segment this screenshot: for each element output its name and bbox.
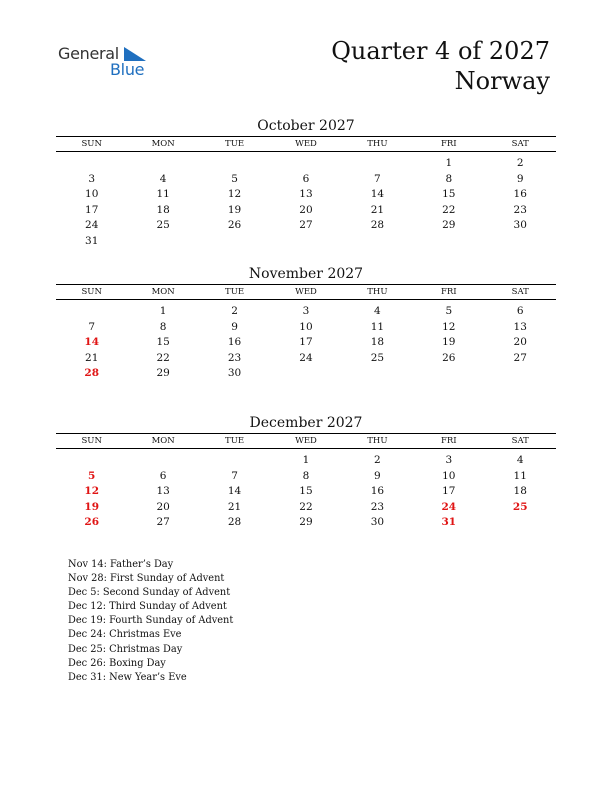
day-cell: 17 [299, 336, 313, 349]
week-row [56, 484, 556, 500]
week-row [56, 172, 556, 188]
holiday-list [68, 558, 233, 685]
month-october [56, 116, 556, 250]
day-cell: 21 [370, 203, 385, 216]
week-row [56, 203, 556, 219]
day-cell: 31 [441, 516, 457, 529]
weekday-sun: SUN [81, 287, 102, 297]
day-cell: 28 [227, 516, 242, 529]
day-cell: 20 [513, 336, 527, 349]
day-cell: 1 [159, 305, 167, 317]
day-cell: 11 [156, 188, 170, 201]
day-cell: 28 [370, 219, 385, 232]
day-cell: 27 [513, 351, 527, 364]
day-cell: 8 [302, 469, 310, 482]
empty-day-cell [56, 156, 127, 172]
holiday-list-item: Dec 25: Christmas Day [68, 643, 183, 655]
day-cell: 6 [516, 305, 524, 317]
day-cell: 24 [299, 351, 313, 364]
weekday-fri: FRI [440, 436, 457, 446]
day-cell: 2 [231, 305, 238, 317]
day-cell: 19 [84, 500, 100, 513]
empty-day-cell [270, 156, 341, 172]
general-blue-logo [58, 44, 158, 84]
day-cell: 18 [513, 485, 527, 498]
day-cell: 19 [227, 203, 242, 216]
month-november [56, 264, 556, 382]
empty-day-cell [485, 515, 556, 531]
day-cell: 26 [84, 516, 100, 529]
weekday-sat: SAT [511, 287, 529, 297]
day-cell: 23 [370, 500, 385, 513]
title-quarter: Quarter 4 of 2027 [331, 37, 550, 65]
day-cell: 4 [374, 305, 381, 317]
empty-day-cell [199, 156, 270, 172]
day-cell: 5 [445, 305, 453, 317]
day-cell: 29 [299, 516, 313, 529]
day-cell: 12 [227, 188, 242, 201]
day-cell: 3 [445, 454, 453, 466]
holiday-list-item: Dec 31: New Year’s Eve [68, 671, 187, 683]
day-cell: 25 [512, 500, 528, 513]
empty-day-cell [270, 366, 341, 382]
day-cell: 12 [442, 320, 456, 333]
day-cell: 6 [302, 172, 310, 185]
day-cell: 16 [227, 336, 242, 349]
day-cell: 12 [84, 485, 100, 498]
holiday-list-item: Nov 28: First Sunday of Advent [68, 573, 225, 585]
week-row [56, 453, 556, 469]
month-title: October 2027 [257, 118, 355, 134]
weekday-wed: WED [295, 287, 317, 297]
empty-day-cell [127, 234, 198, 250]
day-cell: 19 [442, 336, 456, 349]
day-cell: 5 [231, 172, 238, 185]
day-cell: 10 [299, 320, 313, 333]
weekday-mon: MON [151, 139, 175, 149]
day-cell: 1 [445, 157, 453, 169]
holiday-list-item: Dec 19: Fourth Sunday of Advent [68, 615, 234, 627]
week-row [56, 469, 556, 485]
empty-day-cell [199, 234, 270, 250]
day-cell: 8 [159, 320, 167, 333]
day-cell: 2 [374, 454, 381, 466]
empty-day-cell [56, 304, 127, 320]
weekday-thu: THU [367, 287, 388, 297]
day-cell: 23 [513, 203, 527, 216]
weekday-fri: FRI [440, 139, 457, 149]
day-cell: 22 [299, 500, 313, 513]
month-title: December 2027 [249, 415, 363, 431]
empty-day-cell [342, 234, 413, 250]
day-cell: 27 [156, 516, 170, 529]
day-cell: 9 [516, 172, 524, 185]
weekday-thu: THU [367, 139, 388, 149]
weekday-tue: TUE [225, 436, 245, 446]
day-cell: 1 [302, 454, 310, 466]
day-cell: 24 [441, 500, 457, 513]
month-december [56, 413, 556, 531]
day-cell: 17 [85, 203, 99, 216]
day-cell: 7 [374, 172, 381, 185]
day-cell: 3 [88, 172, 96, 185]
day-cell: 16 [370, 485, 385, 498]
week-row [56, 234, 556, 250]
day-cell: 13 [156, 485, 170, 498]
day-cell: 11 [370, 320, 385, 333]
day-cell: 13 [299, 188, 313, 201]
day-cell: 5 [88, 469, 96, 482]
day-cell: 25 [156, 219, 170, 232]
day-cell: 20 [156, 500, 170, 513]
day-cell: 4 [516, 454, 524, 466]
empty-day-cell [485, 234, 556, 250]
weekday-sat: SAT [511, 139, 529, 149]
day-cell: 26 [442, 351, 456, 364]
empty-day-cell [413, 234, 484, 250]
day-cell: 25 [370, 351, 385, 364]
week-row [56, 156, 556, 172]
weekday-header [56, 433, 556, 449]
day-cell: 14 [370, 188, 385, 201]
day-cell: 29 [156, 367, 170, 380]
weekday-tue: TUE [225, 139, 245, 149]
weekday-sun: SUN [81, 436, 102, 446]
holiday-list-item: Dec 5: Second Sunday of Advent [68, 587, 231, 599]
title-country: Norway [454, 67, 550, 95]
day-cell: 31 [85, 234, 99, 247]
day-cell: 11 [513, 469, 527, 482]
weekday-header [56, 136, 556, 152]
week-row [56, 351, 556, 367]
day-cell: 23 [227, 351, 242, 364]
empty-day-cell [342, 366, 413, 382]
weekday-sun: SUN [81, 139, 102, 149]
holiday-list-item: Dec 26: Boxing Day [68, 657, 166, 669]
weeks [56, 453, 556, 531]
day-cell: 10 [442, 469, 456, 482]
day-cell: 13 [513, 320, 527, 333]
weekday-sat: SAT [511, 436, 529, 446]
day-cell: 7 [231, 469, 238, 482]
week-row [56, 515, 556, 531]
day-cell: 22 [156, 351, 170, 364]
day-cell: 15 [156, 336, 170, 349]
weeks [56, 304, 556, 382]
day-cell: 30 [513, 219, 527, 232]
weekday-mon: MON [151, 436, 175, 446]
day-cell: 28 [84, 367, 100, 380]
week-row [56, 335, 556, 351]
day-cell: 15 [299, 485, 313, 498]
day-cell: 10 [85, 188, 99, 201]
day-cell: 30 [370, 516, 385, 529]
empty-day-cell [127, 453, 198, 469]
page-title [331, 36, 550, 96]
day-cell: 24 [85, 219, 99, 232]
week-row [56, 320, 556, 336]
day-cell: 22 [442, 203, 456, 216]
weekday-thu: THU [367, 436, 388, 446]
day-cell: 8 [445, 172, 453, 185]
day-cell: 16 [513, 188, 527, 201]
day-cell: 14 [227, 485, 242, 498]
day-cell: 27 [299, 219, 313, 232]
day-cell: 21 [227, 500, 242, 513]
day-cell: 7 [88, 320, 96, 333]
holiday-list-item: Dec 24: Christmas Eve [68, 629, 182, 641]
day-cell: 6 [159, 469, 167, 482]
weekday-tue: TUE [225, 287, 245, 297]
empty-day-cell [270, 234, 341, 250]
week-row [56, 366, 556, 382]
holiday-list-item: Dec 12: Third Sunday of Advent [68, 601, 227, 613]
logo-text-blue: Blue [110, 60, 145, 79]
day-cell: 2 [516, 157, 524, 169]
empty-day-cell [485, 366, 556, 382]
logo-text-general: General [58, 44, 119, 63]
month-title: November 2027 [248, 266, 364, 282]
day-cell: 17 [442, 485, 456, 498]
day-cell: 21 [85, 351, 99, 364]
week-row [56, 500, 556, 516]
day-cell: 30 [227, 367, 242, 380]
day-cell: 18 [156, 203, 170, 216]
holiday-list-item: Nov 14: Father’s Day [68, 559, 174, 570]
weekday-mon: MON [151, 287, 175, 297]
day-cell: 3 [302, 305, 310, 317]
weekday-wed: WED [295, 139, 317, 149]
week-row [56, 218, 556, 234]
day-cell: 15 [442, 188, 456, 201]
day-cell: 18 [370, 336, 385, 349]
day-cell: 26 [227, 219, 242, 232]
weekday-fri: FRI [440, 287, 457, 297]
day-cell: 9 [231, 320, 238, 333]
weekday-wed: WED [295, 436, 317, 446]
day-cell: 9 [374, 469, 381, 482]
empty-day-cell [342, 156, 413, 172]
weekday-header [56, 284, 556, 300]
day-cell: 14 [84, 336, 100, 349]
day-cell: 20 [299, 203, 313, 216]
logo-triangle-icon [124, 47, 146, 61]
empty-day-cell [56, 453, 127, 469]
day-cell: 29 [442, 219, 456, 232]
week-row [56, 304, 556, 320]
empty-day-cell [413, 366, 484, 382]
day-cell: 4 [159, 172, 167, 185]
empty-day-cell [127, 156, 198, 172]
weeks [56, 156, 556, 250]
week-row [56, 187, 556, 203]
empty-day-cell [199, 453, 270, 469]
